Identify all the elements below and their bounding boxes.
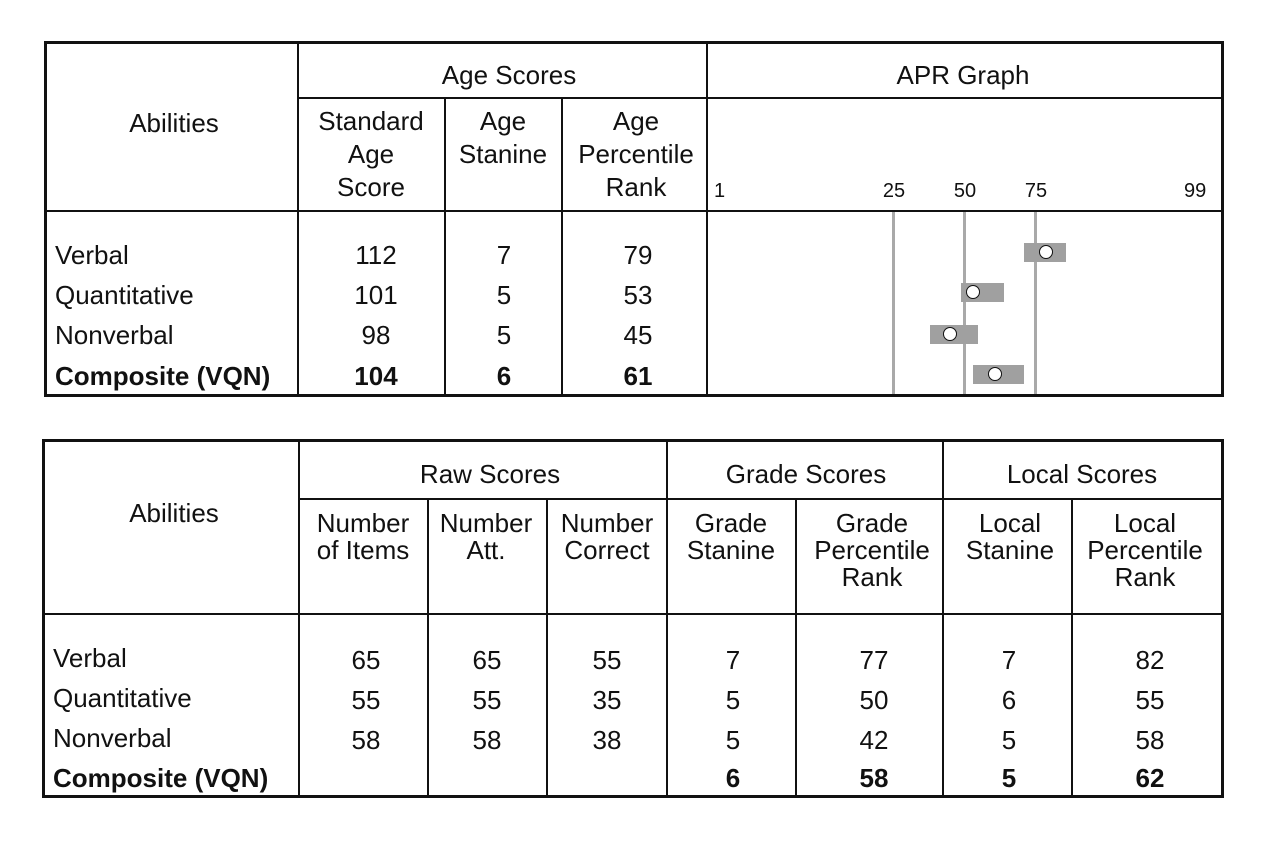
number-correct-header: Number Correct: [560, 508, 654, 565]
grade-stanine-value: 6: [725, 763, 741, 793]
raw-scores-header: Raw Scores: [419, 459, 561, 489]
apr-gridline: [963, 212, 966, 394]
raw-grade-local-table: [42, 439, 1224, 798]
grade-stanine-value: 7: [725, 645, 741, 675]
axis-tick-label: 75: [1024, 180, 1048, 202]
standard-age-score-value: 112: [355, 240, 397, 270]
grade-percentile-value: 42: [859, 725, 889, 755]
grade-percentile-rank-header: Grade Percentile Rank: [814, 508, 930, 592]
number-attempted-value: 58: [472, 725, 502, 755]
local-stanine-value: 7: [1001, 645, 1017, 675]
local-scores-header: Local Scores: [1006, 459, 1158, 489]
row-label-nonverbal: Nonverbal: [55, 320, 174, 350]
row-label-quantitative: Quantitative: [55, 280, 194, 310]
divider: [1071, 500, 1073, 795]
row-label-verbal: Verbal: [55, 240, 129, 270]
local-percentile-rank-header: Local Percentile Rank: [1087, 508, 1203, 592]
age-stanine-header: Age Stanine: [458, 106, 548, 169]
divider: [299, 498, 1221, 500]
divider: [298, 442, 300, 795]
local-percentile-value: 82: [1135, 645, 1165, 675]
row-label-nonverbal: Nonverbal: [53, 723, 172, 753]
age-percentile-value: 61: [623, 361, 653, 391]
age-stanine-value: 5: [496, 320, 512, 350]
apr-score-marker: [966, 285, 980, 299]
apr-score-marker: [943, 327, 957, 341]
local-percentile-value: 58: [1135, 725, 1165, 755]
age-percentile-value: 45: [623, 320, 653, 350]
apr-graph-header: APR Graph: [896, 60, 1030, 90]
divider: [47, 210, 1221, 212]
divider: [427, 500, 429, 795]
apr-gridline: [1034, 212, 1037, 394]
grade-stanine-value: 5: [725, 685, 741, 715]
grade-scores-header: Grade Scores: [725, 459, 887, 489]
age-scores-header: Age Scores: [441, 60, 577, 90]
number-correct-value: 38: [592, 725, 622, 755]
row-label-verbal: Verbal: [53, 643, 127, 673]
number-attempted-header: Number Att.: [439, 508, 533, 565]
standard-age-score-value: 98: [361, 320, 391, 350]
age-stanine-value: 5: [496, 280, 512, 310]
axis-tick-label: 25: [882, 180, 906, 202]
grade-stanine-header: Grade Stanine: [686, 508, 776, 565]
grade-percentile-value: 50: [859, 685, 889, 715]
standard-age-score-header: Standard Age Score: [318, 106, 424, 202]
number-attempted-value: 65: [472, 645, 502, 675]
axis-tick-label: 1: [714, 180, 726, 202]
number-correct-value: 55: [592, 645, 622, 675]
abilities-header: Abilities: [129, 108, 219, 138]
local-percentile-value: 62: [1135, 763, 1165, 793]
standard-age-score-value: 104: [354, 361, 398, 391]
divider: [546, 500, 548, 795]
axis-tick-label: 50: [953, 180, 977, 202]
age-percentile-value: 53: [623, 280, 653, 310]
number-correct-value: 35: [592, 685, 622, 715]
divider: [666, 442, 668, 795]
age-percentile-value: 79: [623, 240, 653, 270]
abilities-header: Abilities: [129, 498, 219, 528]
local-stanine-value: 5: [1001, 725, 1017, 755]
number-attempted-value: 55: [472, 685, 502, 715]
number-of-items-value: 55: [351, 685, 381, 715]
age-stanine-value: 6: [496, 361, 512, 391]
grade-percentile-value: 77: [859, 645, 889, 675]
divider: [298, 97, 1221, 99]
standard-age-score-value: 101: [354, 280, 398, 310]
grade-percentile-value: 58: [859, 763, 889, 793]
local-stanine-header: Local Stanine: [965, 508, 1055, 565]
number-of-items-value: 58: [351, 725, 381, 755]
grade-stanine-value: 5: [725, 725, 741, 755]
divider: [444, 99, 446, 394]
number-of-items-header: Number of Items: [316, 508, 410, 565]
divider: [942, 442, 944, 795]
row-label-composite: Composite (VQN): [55, 361, 271, 391]
divider: [45, 613, 1221, 615]
age-percentile-rank-header: Age Percentile Rank: [578, 106, 694, 202]
local-stanine-value: 6: [1001, 685, 1017, 715]
row-label-quantitative: Quantitative: [53, 683, 192, 713]
divider: [561, 99, 563, 394]
number-of-items-value: 65: [351, 645, 381, 675]
apr-gridline: [892, 212, 895, 394]
axis-tick-label: 99: [1184, 180, 1207, 202]
age-stanine-value: 7: [496, 240, 512, 270]
local-percentile-value: 55: [1135, 685, 1165, 715]
divider: [795, 500, 797, 795]
local-stanine-value: 5: [1001, 763, 1017, 793]
row-label-composite: Composite (VQN): [53, 763, 269, 793]
